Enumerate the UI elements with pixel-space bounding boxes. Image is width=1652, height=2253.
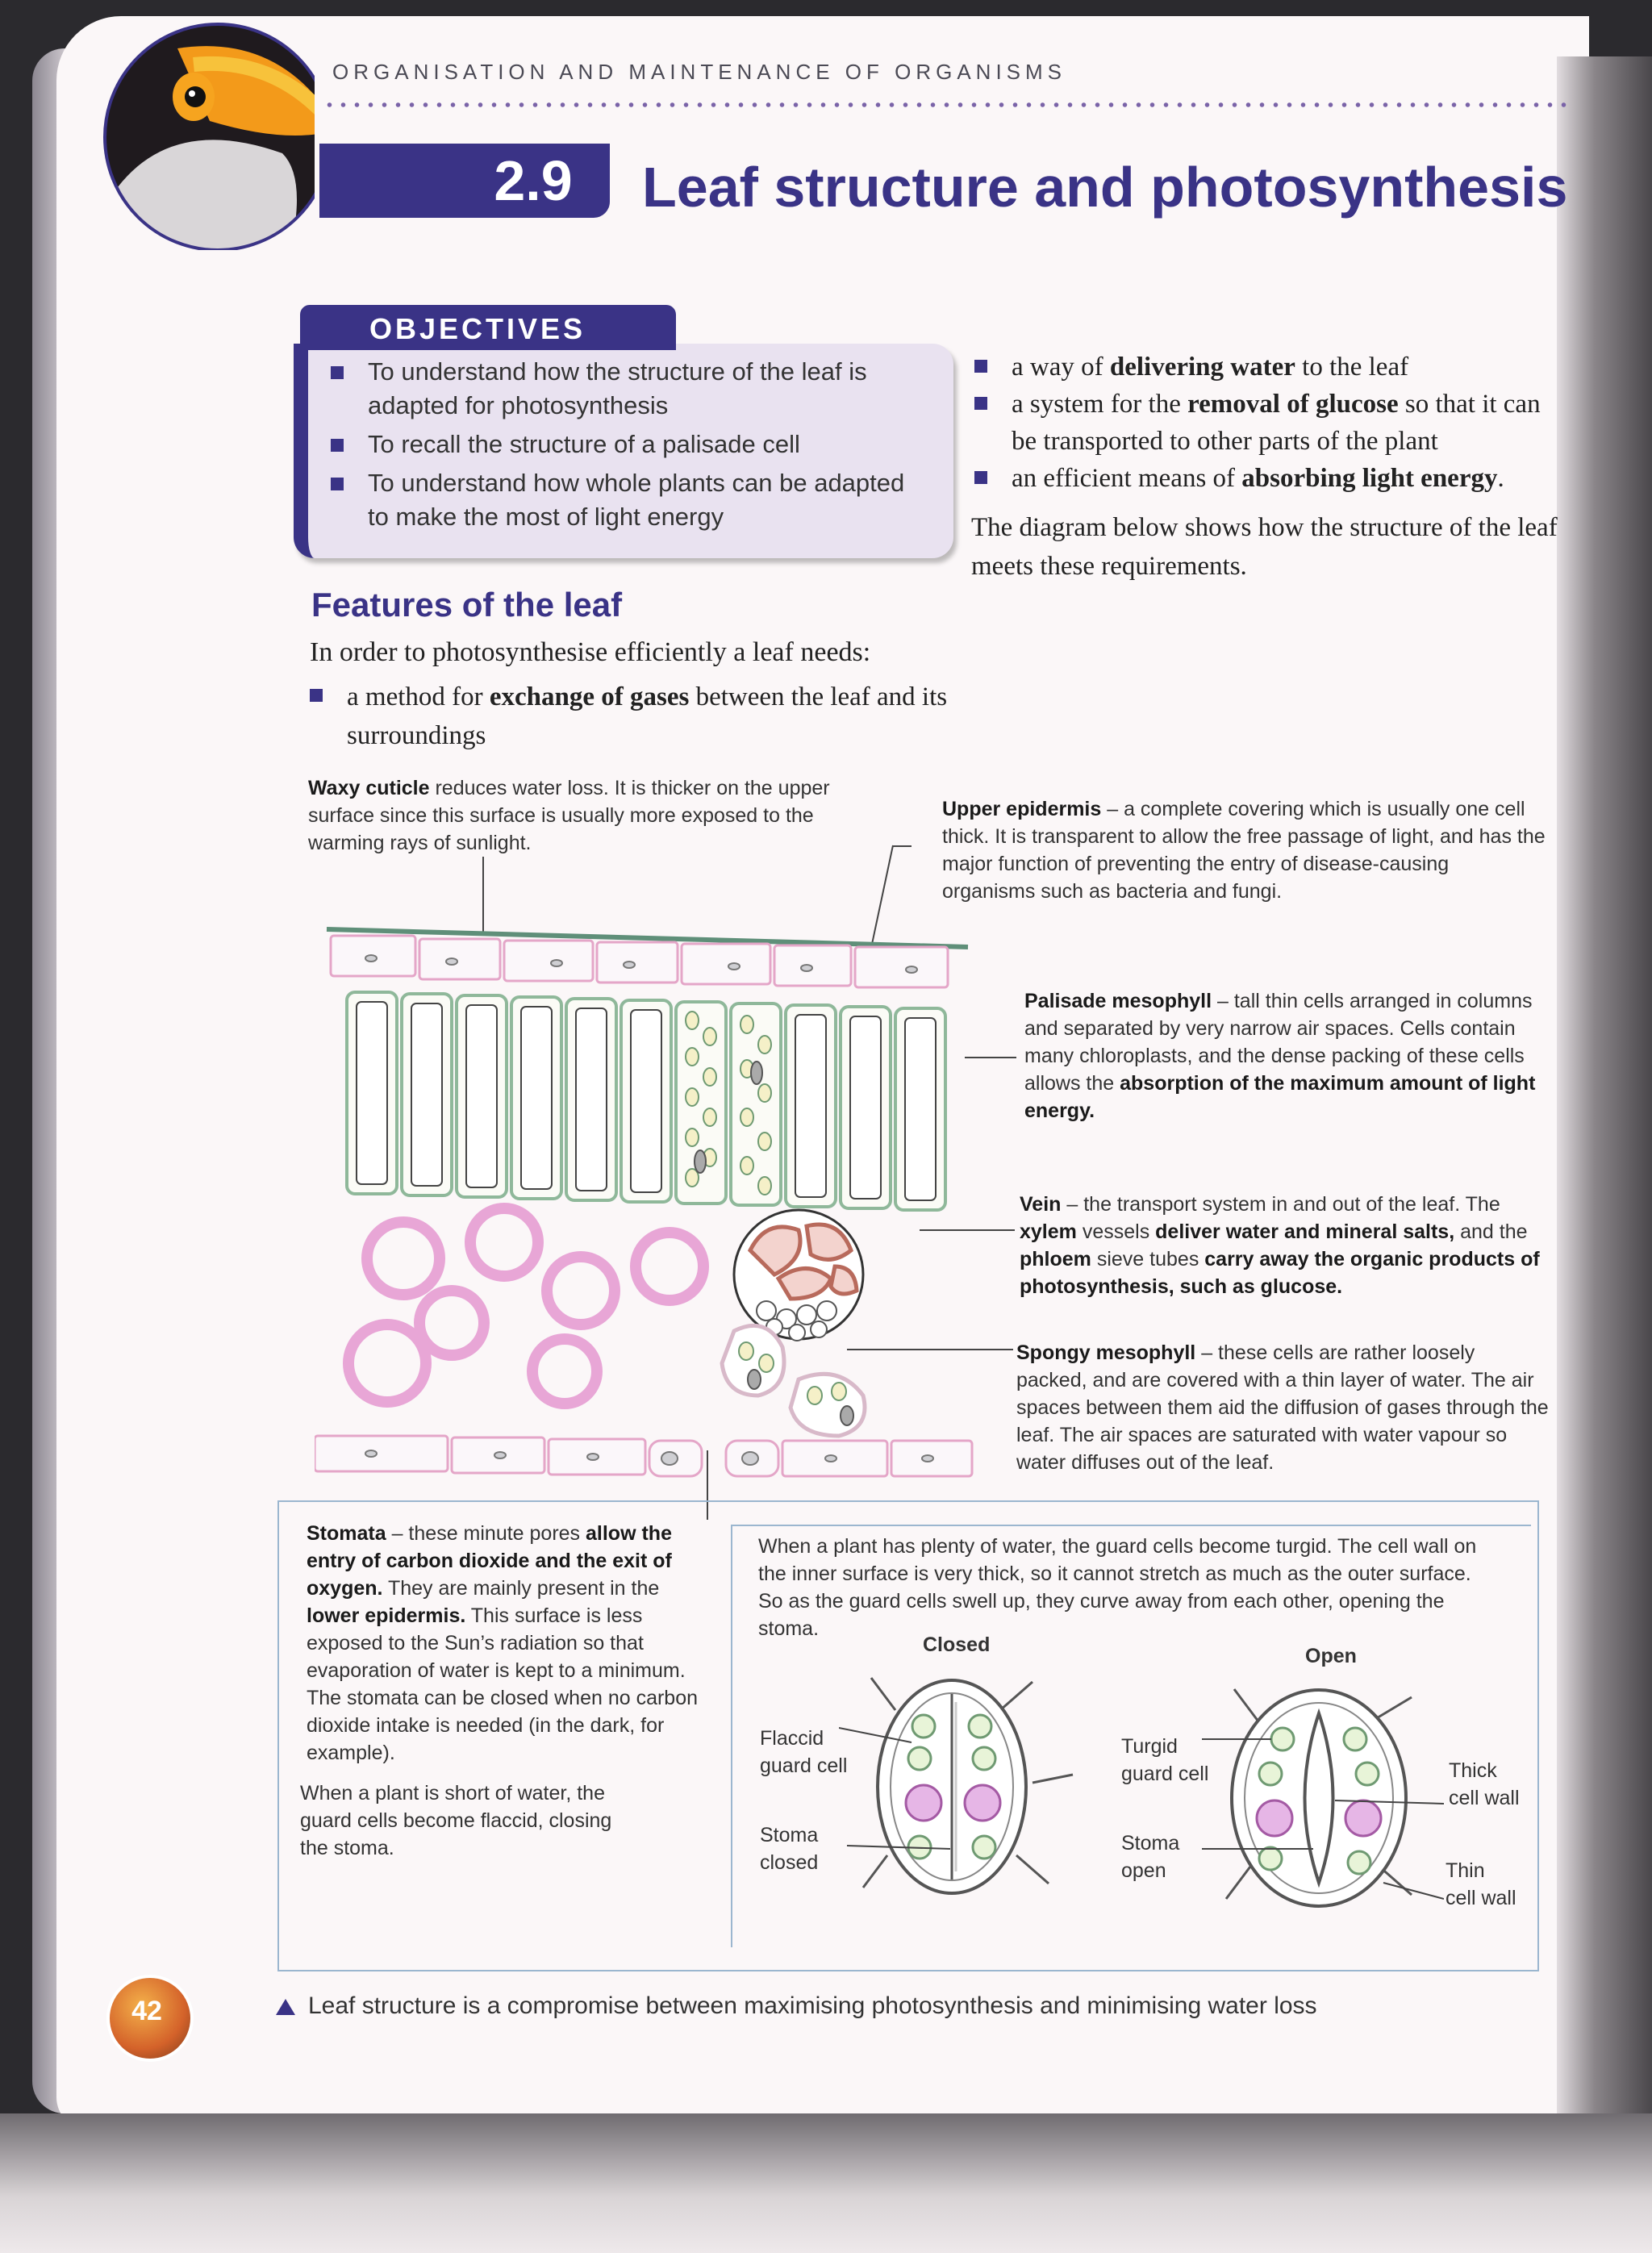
annotation-upper-epidermis: Upper epidermis – a complete covering which is usually one cell thick. It is transparent to allow the free passage of light, and has the major function of preventing the entry of disease-causing organisms such as bacteria and fungi. bbox=[942, 798, 1546, 903]
leaf-cross-section-diagram bbox=[315, 912, 976, 1492]
leaf-needs-list-continued bbox=[974, 348, 1555, 497]
page-gutter-shadow bbox=[1557, 56, 1652, 2122]
objectives-list bbox=[331, 355, 912, 539]
figure-caption: Leaf structure is a compromise between maximising photosynthesis and minimising water loss bbox=[308, 1992, 1317, 2019]
closed-stoma-diagram bbox=[839, 1670, 1081, 1904]
unit-title: ORGANISATION AND MAINTENANCE OF ORGANISMS bbox=[332, 60, 1067, 84]
page-title: Leaf structure and photosynthesis bbox=[642, 156, 1568, 219]
thin-cell-wall-label: Thin cell wall bbox=[1446, 1859, 1516, 1909]
objective-item: To understand how whole plants can be adapted to make the most of light energy bbox=[331, 466, 912, 534]
open-stoma-diagram bbox=[1202, 1681, 1444, 1915]
objective-item: To understand how the structure of the leaf is adapted for photosynthesis bbox=[331, 355, 912, 423]
bullet-square-icon bbox=[310, 689, 323, 702]
bullet-square-icon bbox=[974, 360, 987, 373]
stoma-closed-label: Stoma closed bbox=[760, 1824, 819, 1874]
annotation-short-of-water: When a plant is short of water, the guard cells become flaccid, closing the stoma. bbox=[300, 1782, 612, 1859]
features-intro: In order to photosynthesise efficiently a leaf needs: bbox=[310, 637, 871, 667]
list-item: an efficient means of absorbing light energy. bbox=[974, 460, 1555, 497]
diagram-intro: The diagram below shows how the structure of the leaf meets these requirements. bbox=[971, 513, 1558, 581]
annotation-stomata: Stomata – these minute pores allow the entry of carbon dioxide and the exit of oxygen. They are mainly present in the lower epidermis. This surface is less exposed to the Sun’s radiation so that evaporation of water is kept to a minimum. The stomata can be closed when no carbon dioxide intake is needed (in the dark, for example). bbox=[307, 1522, 699, 1764]
annotation-waxy-cuticle: Waxy cuticle reduces water loss. It is thicker on the upper surface since this surface is usually more exposed to the warming rays of sunlight. bbox=[308, 777, 830, 854]
dotted-rule bbox=[323, 100, 1573, 110]
annotation-spongy-mesophyll: Spongy mesophyll – these cells are rather loosely packed, and are covered with a thin layer of water. The air spaces between them aid the diffusion of gases through the leaf. The air spaces are saturated with water vapour so water diffuses out of the leaf. bbox=[1016, 1341, 1549, 1474]
list-item: a way of delivering water to the leaf bbox=[974, 348, 1555, 386]
bullet-square-icon bbox=[331, 478, 344, 490]
bullet-square-icon bbox=[331, 439, 344, 452]
annotation-palisade-mesophyll: Palisade mesophyll – tall thin cells arranged in columns and separated by very narrow air spaces. Cells contain many chloroplasts, and the dense packing of these cells allows the absorption of the maximum amount of light energy. bbox=[1024, 990, 1536, 1122]
bullet-square-icon bbox=[974, 397, 987, 410]
annotation-vein: Vein – the transport system in and out of the leaf. The xylem vessels deliver water and mineral salts, and the phloem sieve tubes carry away the organic products of photosynthesis, such as glucose. bbox=[1020, 1193, 1540, 1298]
page-number: 42 bbox=[131, 1996, 162, 2026]
bullet-square-icon bbox=[331, 366, 344, 379]
open-label: Open bbox=[1305, 1645, 1357, 1667]
scan-bottom-edge bbox=[0, 2113, 1652, 2253]
section-number: 2.9 bbox=[494, 149, 573, 212]
bullet-square-icon bbox=[974, 471, 987, 484]
features-heading: Features of the leaf bbox=[311, 586, 623, 624]
caption-triangle-icon bbox=[276, 1999, 295, 2015]
objectives-heading: OBJECTIVES bbox=[369, 312, 586, 345]
flaccid-guard-cell-label: Flaccid guard cell bbox=[760, 1727, 848, 1777]
list-item: a system for the removal of glucose so that it can be transported to other parts of the plant bbox=[974, 386, 1555, 460]
toucan-image bbox=[97, 16, 315, 250]
closed-label: Closed bbox=[923, 1633, 991, 1656]
stoma-open-label: Stoma open bbox=[1121, 1832, 1180, 1882]
leader-line bbox=[892, 845, 912, 847]
thick-cell-wall-label: Thick cell wall bbox=[1449, 1759, 1520, 1809]
list-item: a method for exchange of gases between the leaf and its surroundings bbox=[310, 678, 960, 755]
annotation-plenty-of-water: When a plant has plenty of water, the guard cells become turgid. The cell wall on the inner surface is very thick, so it cannot stretch as much as the outer surface. So as the guard cells swell up, they curve away from each other, opening the stoma. bbox=[758, 1535, 1477, 1640]
turgid-guard-cell-label: Turgid guard cell bbox=[1121, 1735, 1209, 1785]
objective-item: To recall the structure of a palisade cell bbox=[331, 428, 912, 461]
